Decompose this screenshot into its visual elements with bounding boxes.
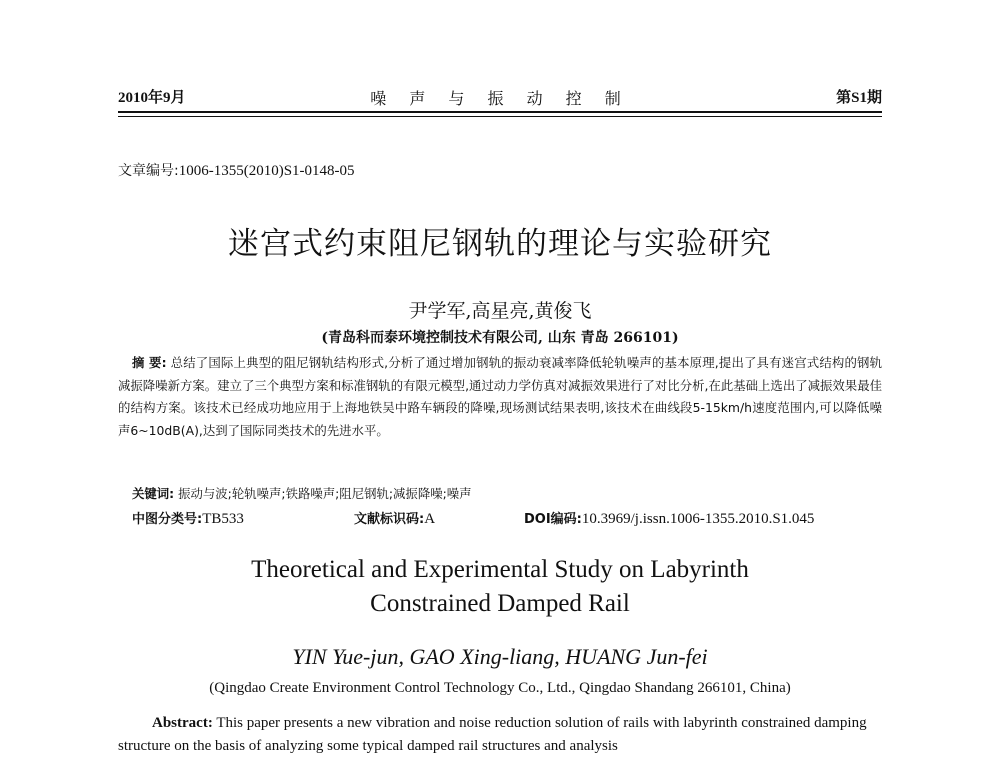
clc-label: 中图分类号:	[132, 512, 203, 527]
header-rule-thick	[118, 111, 882, 113]
article-number-value: 1006-1355(2010)S1-0148-05	[178, 163, 355, 179]
keywords	[132, 484, 472, 502]
header-journal: 噪 声 与 振 动 控 制	[370, 89, 630, 108]
abstract-english-text: This paper presents a new vibration and noise reduction solution of rails with labyrinth constrained damping structure on the basis of analyzing some typical damped rail structures and analysis	[118, 715, 867, 754]
document-code-value: A	[424, 511, 436, 527]
abstract-english-label: Abstract:	[152, 715, 213, 731]
title-english	[0, 553, 1000, 621]
doi-value: 10.3969/j.issn.1006-1355.2010.S1.045	[581, 511, 815, 527]
clc-number	[132, 508, 244, 528]
title-chinese: 迷宫式约束阻尼钢轨的理论与实验研究	[228, 226, 772, 262]
authors-english: YIN Yue-jun, GAO Xing-liang, HUANG Jun-fei	[292, 644, 708, 669]
abstract-chinese-text: 总结了国际上典型的阻尼钢轨结构形式,分析了通过增加钢轨的振动衰减率降低轮轨噪声的基本原理,提出了具有迷宫式结构的钢轨减振降噪新方案。建立了三个典型方案和标准钢轨的有限元模型,通过动力学仿真对减振效果进行了对比分析,在此基础上选出了减振效果最佳的结构方案。该技术已经成功地应用于上海地铁吴中路车辆段的降噪,现场测试结果表明,该技术在曲线段5-15km/h速度范围内,可以降低噪声6~10dB(A),达到了国际同类技术的先进水平。	[118, 355, 882, 438]
doi-label: DOI编码:	[524, 512, 582, 527]
abstract-chinese-label: 摘 要:	[132, 355, 167, 370]
article-number	[118, 160, 355, 180]
running-header	[118, 86, 882, 108]
abstract-chinese	[118, 352, 882, 442]
abstract-english	[118, 712, 882, 758]
authors-chinese: 尹学军,高星亮,黄俊飞	[408, 300, 592, 322]
document-code	[354, 508, 435, 528]
title-english-line-2: Constrained Damped Rail	[370, 590, 630, 617]
keywords-label: 关键词:	[132, 486, 175, 501]
title-english-line-1: Theoretical and Experimental Study on Labyrinth	[251, 556, 749, 583]
doi	[524, 508, 814, 528]
header-rule-thin	[118, 116, 882, 117]
affiliation-chinese: (青岛科而泰环境控制技术有限公司, 山东 青岛 266101)	[321, 330, 679, 346]
keywords-text: 振动与波;轮轨噪声;铁路噪声;阻尼钢轨;减振降噪;噪声	[178, 486, 472, 501]
header-issue: 第S1期	[836, 90, 882, 106]
affiliation-english: (Qingdao Create Environment Control Technology Co., Ltd., Qingdao Shandang 266101, China)	[209, 680, 791, 696]
clc-value: TB533	[202, 511, 244, 527]
classification-row	[132, 508, 882, 528]
header-date: 2010年9月	[118, 90, 186, 106]
document-code-label: 文献标识码:	[354, 512, 425, 527]
article-number-label: 文章编号:	[118, 163, 179, 179]
